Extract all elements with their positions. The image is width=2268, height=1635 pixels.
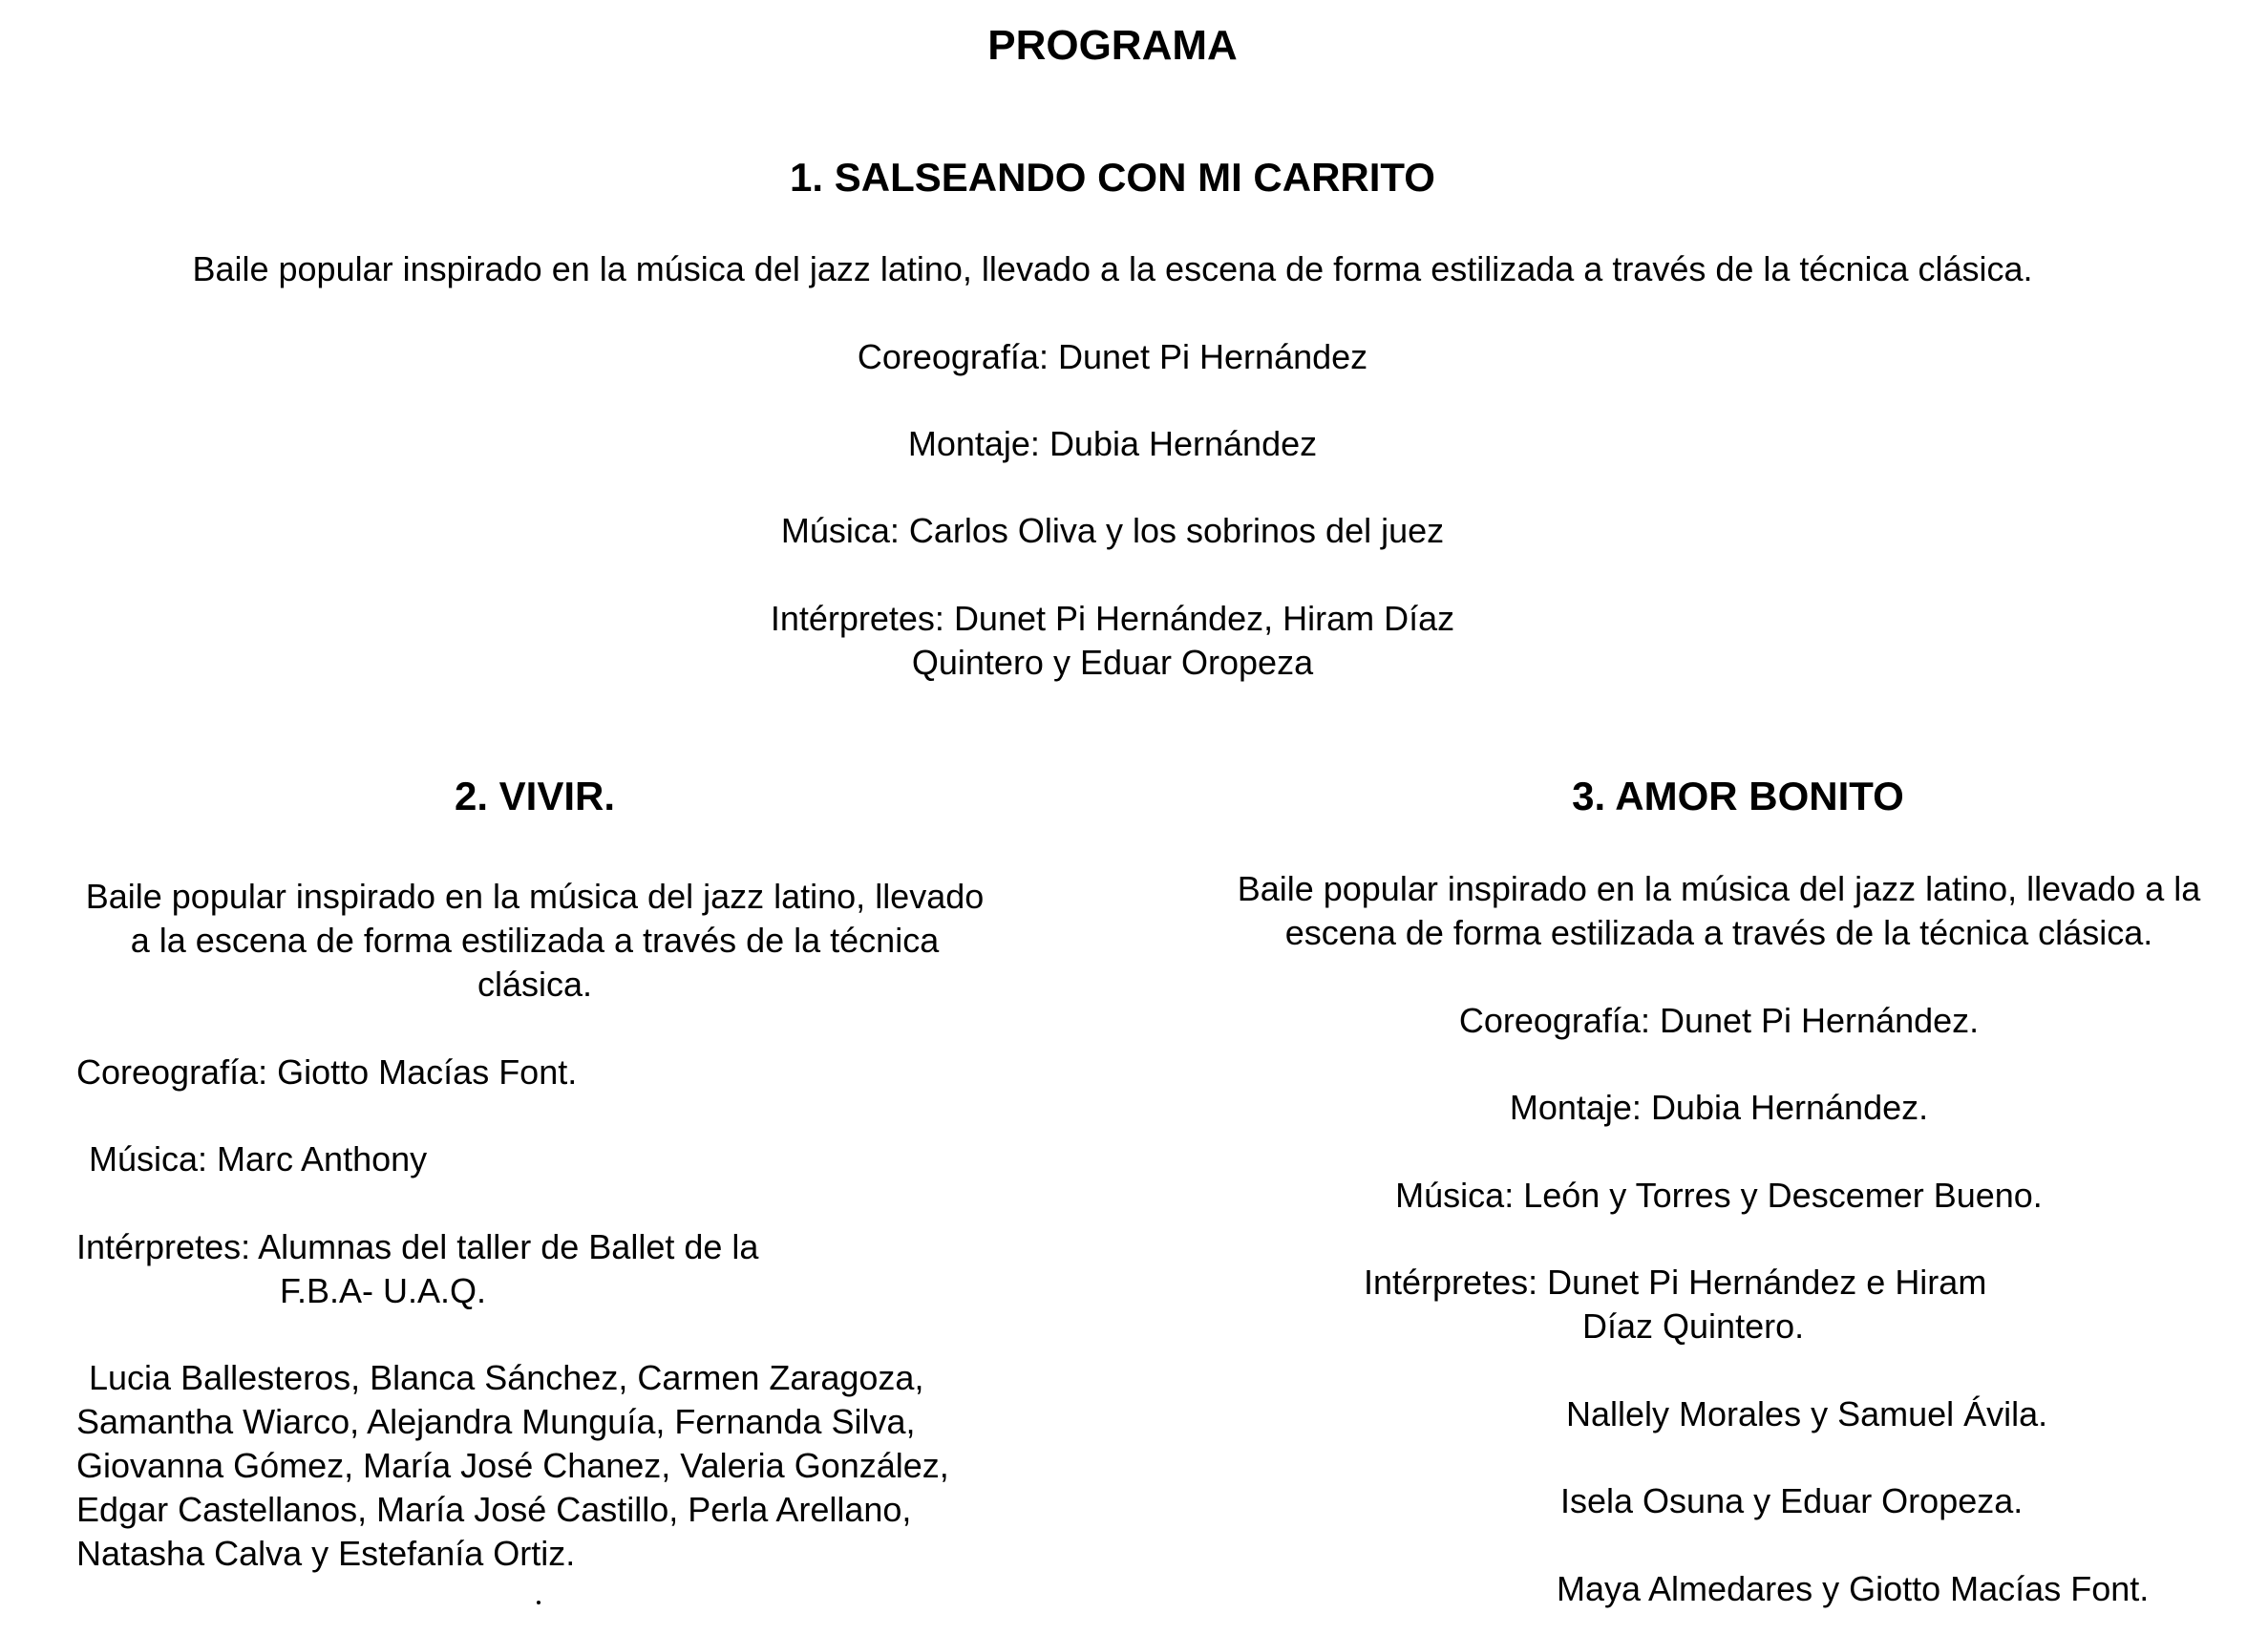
section2-cast-line2: Samantha Wiarco, Alejandra Munguía, Fernanda Silva, [76,1402,916,1441]
section3-pair-3: Maya Almedares y Giotto Macías Font. [1557,1569,2150,1608]
section3-staging: Montaje: Dubia Hernández. [1509,1088,1929,1127]
section3-heading: 3. AMOR BONITO [1572,774,1904,818]
section1-staging: Montaje: Dubia Hernández [907,424,1318,463]
section2-heading: 2. VIVIR. [454,774,616,818]
section2-music: Música: Marc Anthony [89,1139,428,1178]
section3-music: Música: León y Torres y Descemer Bueno. [1395,1176,2043,1215]
section3-description-line1: Baile popular inspirado en la música del jazz latino, llevado a la [1237,869,2201,908]
stray-dot [537,1601,541,1604]
section3-choreography: Coreografía: Dunet Pi Hernández. [1458,1001,1980,1040]
section1-heading: 1. SALSEANDO CON MI CARRITO [790,155,1435,200]
section1-performers-line2: Quintero y Eduar Oropeza [911,643,1314,682]
section1-description: Baile popular inspirado en la música del jazz latino, llevado a la escena de forma estilizada a través de la técnica clásica. [192,249,2033,288]
section2-performers-line2: F.B.A- U.A.Q. [280,1271,487,1310]
section2-description-line3: clásica. [477,965,593,1004]
section3-pair-2: Isela Osuna y Eduar Oropeza. [1560,1481,2024,1520]
page-title: PROGRAMA [987,22,1238,69]
section2-cast-line5: Natasha Calva y Estefanía Ortiz. [76,1534,576,1573]
section2-description-line2: a la escena de forma estilizada a través de la técnica [130,921,940,960]
section3-performers-line2: Díaz Quintero. [1582,1306,1805,1346]
section2-cast-line1: Lucia Ballesteros, Blanca Sánchez, Carmen Zaragoza, [89,1358,924,1397]
section1-music: Música: Carlos Oliva y los sobrinos del juez [780,511,1445,550]
section1-performers-line1: Intérpretes: Dunet Pi Hernández, Hiram Díaz [770,599,1455,638]
section2-choreography: Coreografía: Giotto Macías Font. [76,1052,578,1092]
section2-description-line1: Baile popular inspirado en la música del jazz latino, llevado [85,877,985,916]
section3-performers-line1: Intérpretes: Dunet Pi Hernández e Hiram [1364,1263,1987,1302]
section1-choreography: Coreografía: Dunet Pi Hernández [857,337,1368,376]
section2-performers-line1: Intérpretes: Alumnas del taller de Ballet de la [76,1227,759,1266]
section2-cast-line4: Edgar Castellanos, María José Castillo, Perla Arellano, [76,1490,912,1529]
section3-description-line2: escena de forma estilizada a través de la técnica clásica. [1284,913,2153,952]
section2-cast-line3: Giovanna Gómez, María José Chanez, Valeria González, [76,1446,949,1485]
section3-pair-1: Nallely Morales y Samuel Ávila. [1566,1394,2048,1433]
